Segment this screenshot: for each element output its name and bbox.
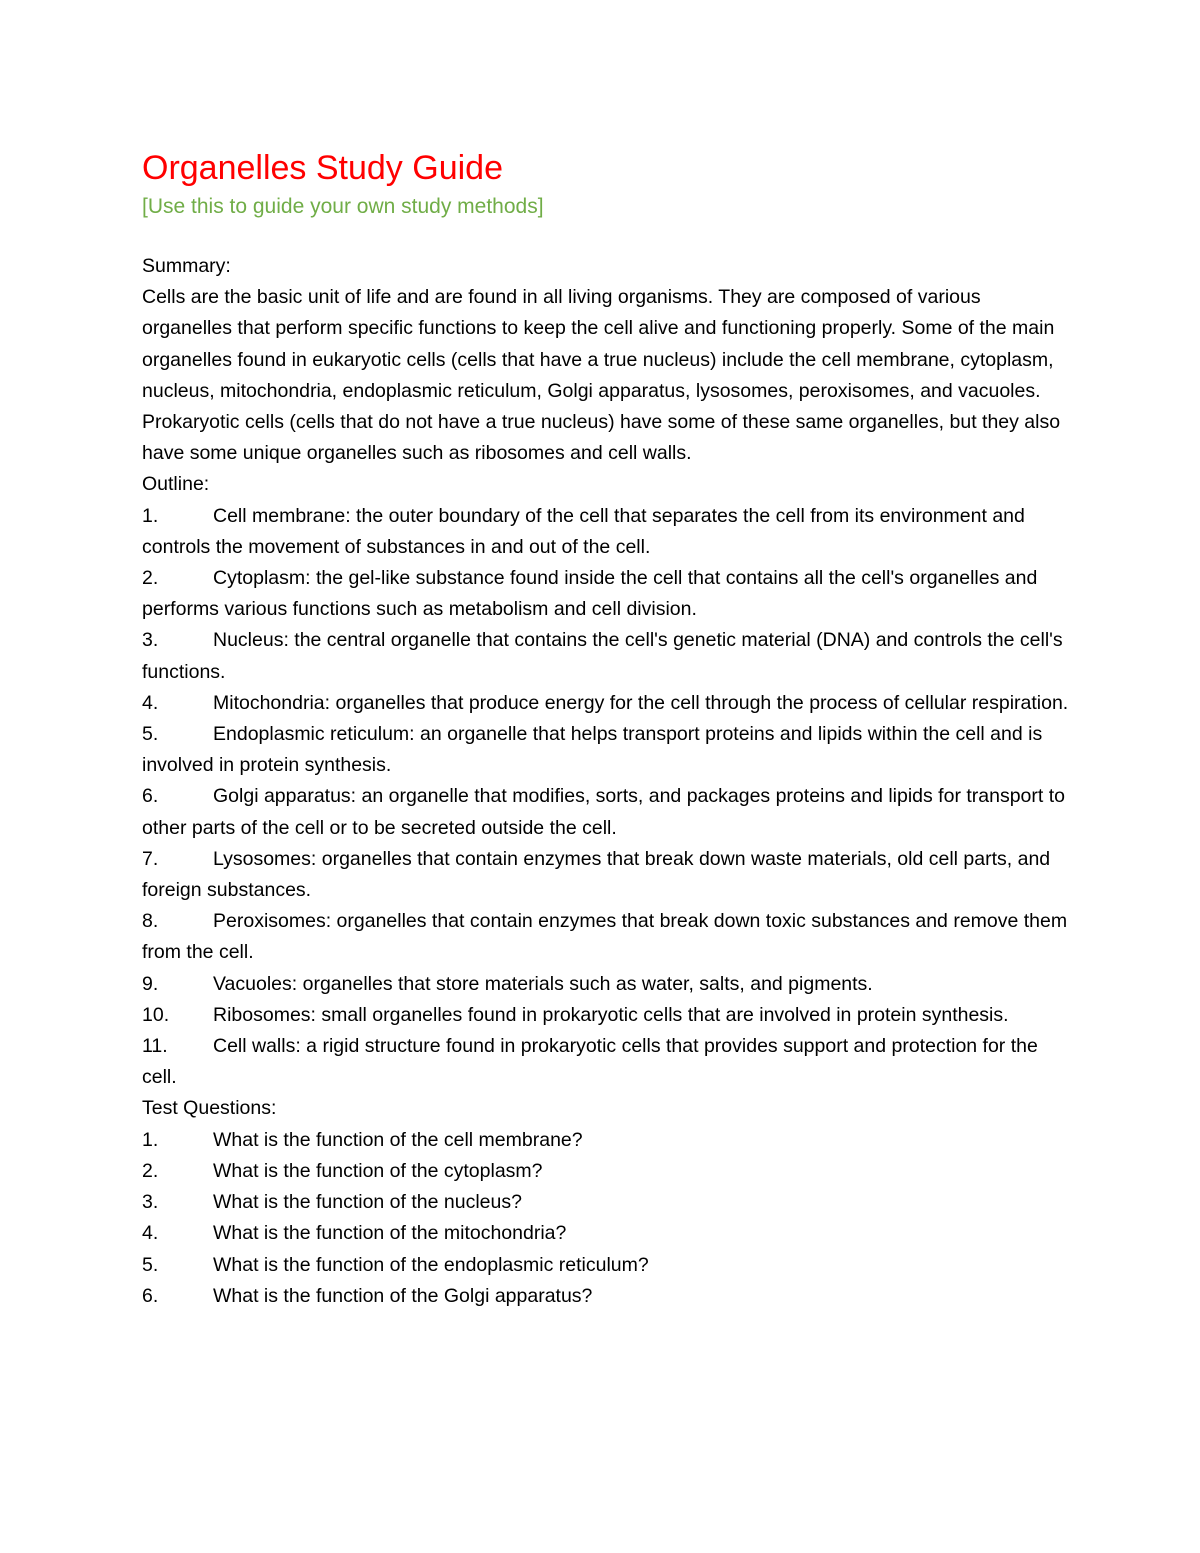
outline-item-number: 11. xyxy=(142,1035,168,1058)
outline-item xyxy=(142,563,1072,625)
outline-item-text: Cell walls: a rigid structure found in prokaryotic cells that provides support and protection for the cell. xyxy=(142,1035,1038,1089)
question-number: 6. xyxy=(142,1284,159,1307)
outline-item-text: Vacuoles: organelles that store materials such as water, salts, and pigments. xyxy=(213,972,873,995)
outline-item-number: 9. xyxy=(142,972,159,995)
question-item xyxy=(142,1187,1072,1218)
question-item xyxy=(142,1281,1072,1312)
outline-item-number: 1. xyxy=(142,504,159,527)
outline-item xyxy=(142,1000,1072,1031)
outline-item xyxy=(142,844,1072,906)
outline-item-number: 7. xyxy=(142,847,159,870)
document-body xyxy=(142,148,1072,1312)
question-item xyxy=(142,1156,1072,1187)
outline-item xyxy=(142,719,1072,781)
questions-heading: Test Questions: xyxy=(142,1097,277,1120)
question-item xyxy=(142,1250,1072,1281)
outline-item-text: Golgi apparatus: an organelle that modifies, sorts, and packages proteins and lipids for transport to other parts of the cell or to be secreted outside the cell. xyxy=(142,785,1065,839)
outline-item xyxy=(142,1031,1072,1093)
outline-item-number: 3. xyxy=(142,629,159,652)
outline-item-text: Mitochondria: organelles that produce energy for the cell through the process of cellular respiration. xyxy=(213,691,1069,714)
summary-heading: Summary: xyxy=(142,255,231,277)
outline-item-number: 2. xyxy=(142,567,159,590)
outline-heading: Outline: xyxy=(142,473,210,496)
outline-item xyxy=(142,781,1072,843)
outline-item-number: 5. xyxy=(142,723,159,746)
outline-list xyxy=(142,501,1072,1094)
summary-paragraph: Cells are the basic unit of life and are found in all living organisms. They are composed of various organelles that perform specific functions to keep the cell alive and functioning properly. Some of the main organelles found in eukaryotic cells (cells that have a true nucleus) include the cell membrane, cytoplasm, nucleus, mitochondria, endoplasmic reticulum, Golgi apparatus, lysosomes, peroxisomes, and vacuoles. Prokaryotic cells (cells that do not have a true nucleus) have some of these same organelles, but they also have some unique organelles such as ribosomes and cell walls. xyxy=(142,286,1061,465)
question-text: What is the function of the nucleus? xyxy=(213,1191,522,1214)
outline-item-text: Nucleus: the central organelle that contains the cell's genetic material (DNA) and controls the cell's functions. xyxy=(142,629,1063,683)
question-text: What is the function of the endoplasmic reticulum? xyxy=(213,1253,649,1276)
question-number: 3. xyxy=(142,1191,159,1214)
question-text: What is the function of the cytoplasm? xyxy=(213,1159,543,1182)
outline-item-text: Endoplasmic reticulum: an organelle that helps transport proteins and lipids within the cell and is involved in protein synthesis. xyxy=(142,723,1043,777)
outline-item xyxy=(142,501,1072,563)
outline-item-text: Peroxisomes: organelles that contain enzymes that break down toxic substances and remove them from the cell. xyxy=(142,910,1068,964)
question-text: What is the function of the Golgi apparatus? xyxy=(213,1284,593,1307)
question-item xyxy=(142,1218,1072,1249)
outline-item-number: 10. xyxy=(142,1003,170,1026)
outline-item xyxy=(142,906,1072,968)
outline-item-text: Lysosomes: organelles that contain enzymes that break down waste materials, old cell parts, and foreign substances. xyxy=(142,847,1051,902)
question-number: 5. xyxy=(142,1253,159,1276)
spacer xyxy=(142,222,1072,251)
outline-item xyxy=(142,969,1072,1000)
question-text: What is the function of the cell membrane? xyxy=(213,1128,583,1151)
outline-item-text: Ribosomes: small organelles found in prokaryotic cells that are involved in protein synthesis. xyxy=(213,1003,1009,1026)
outline-item xyxy=(142,688,1072,719)
outline-item-number: 6. xyxy=(142,785,159,808)
outline-item xyxy=(142,625,1072,687)
outline-item-text: Cell membrane: the outer boundary of the cell that separates the cell from its environment and controls the movement of substances in and out of the cell. xyxy=(142,504,1025,558)
questions-list xyxy=(142,1125,1072,1312)
outline-item-number: 8. xyxy=(142,910,159,933)
question-number: 1. xyxy=(142,1128,159,1151)
question-item xyxy=(142,1125,1072,1156)
outline-item-number: 4. xyxy=(142,691,159,714)
document-title: Organelles Study Guide xyxy=(142,149,503,187)
outline-item-text: Cytoplasm: the gel-like substance found inside the cell that contains all the cell's organelles and performs various functions such as metabolism and cell division. xyxy=(142,567,1038,621)
document-subtitle: [Use this to guide your own study methods] xyxy=(142,195,544,218)
question-number: 2. xyxy=(142,1159,159,1182)
question-number: 4. xyxy=(142,1222,159,1245)
question-text: What is the function of the mitochondria? xyxy=(213,1222,567,1245)
